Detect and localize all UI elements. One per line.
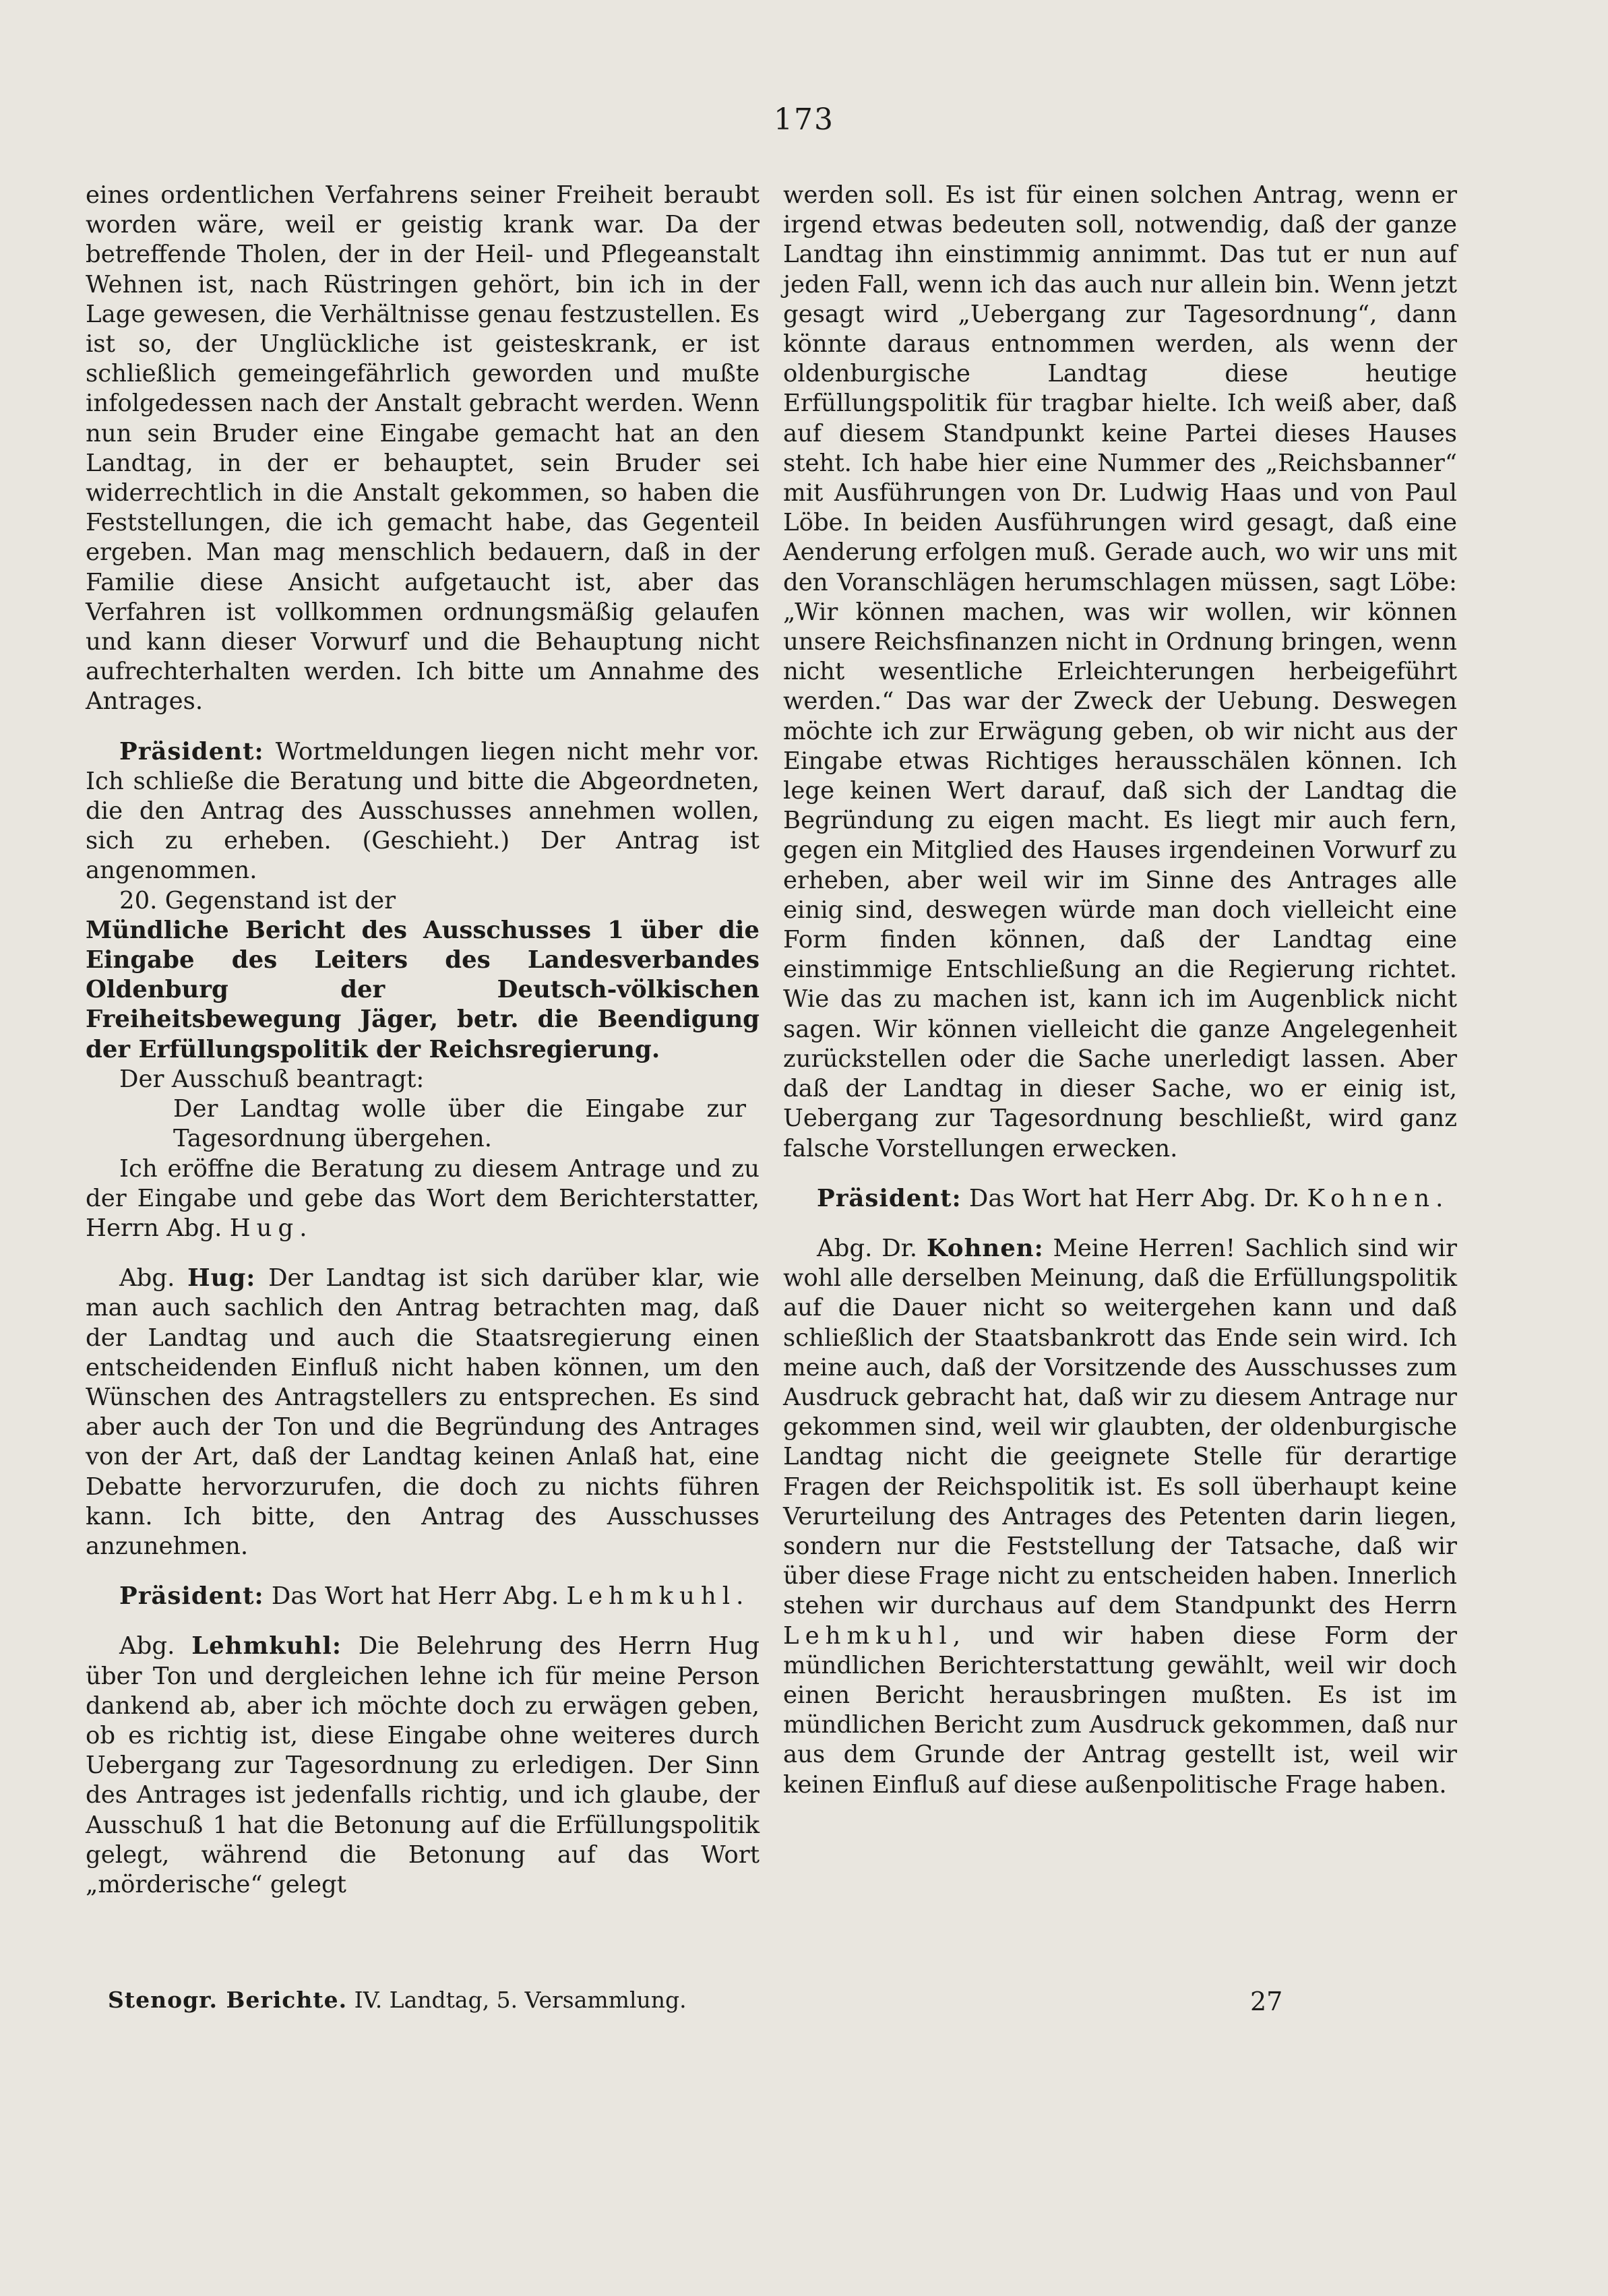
punctuation: . (736, 1582, 744, 1611)
footer-source (108, 1987, 687, 2013)
footer-label: IV. Landtag, 5. Versammlung. (347, 1987, 687, 2013)
speaker-label: Hug: (187, 1264, 256, 1293)
speech-text: Das Wort hat Herr Abg. (264, 1582, 567, 1611)
paragraph: Der Ausschuß beantragt: (119, 1065, 425, 1093)
punctuation: . (1435, 1184, 1444, 1212)
speaker-prefix: Abg. (119, 1264, 188, 1293)
paragraph (86, 1582, 760, 1611)
paragraph (86, 1154, 760, 1244)
punctuation: . (299, 1214, 307, 1242)
paragraph: 20. Gegenstand ist der (119, 886, 396, 914)
paragraph: werden soll. Es ist für einen solchen Antrag, wenn er irgend etwas bedeuten soll, notwendig, daß der ganze Landtag ihn einstimmig annimmt. Das tut er nun auf jeden Fall, wenn ich das auch nur allein bin. Wenn jetzt gesagt wird „Uebergang zur Tagesordnung“, dann könnte daraus entnommen werden, als wenn der oldenburgische Landtag diese heutige Erfüllungspolitik für tragbar hielte. Ich weiß aber, daß auf diesem Standpunkt keine Partei dieses Hauses steht. Ich habe hier eine Nummer des „Reichsbanner“ mit Ausführungen von Dr. Ludwig Haas und von Paul Löbe. In beiden Ausführungen wird gesagt, daß eine Aenderung erfolgen muß. Gerade auch, wo wir uns mit den Voranschlägen herumschlagen müssen, sagt Löbe: „Wir können machen, was wir wollen, wir können unsere Reichsfinanzen nicht in Ordnung bringen, wenn nicht wesentliche Erleichterungen herbeigeführt werden.“ Das war der Zweck der Uebung. Deswegen möchte ich zur Erwägung geben, ob wir nicht aus der Eingabe etwas Richtiges herausschälen können. Ich lege keinen Wert darauf, daß sich der Landtag die Begründung zu eigen macht. Es liegt mir auch fern, gegen ein Mitglied des Hauses irgendeinen Vorwurf zu erheben, aber weil wir im Sinne des Antrages alle einig sind, deswegen würde man doch vielleicht eine Form finden können, daß der Landtag eine einstimmige Entschließung an die Regierung richtet. Wie das zu machen ist, kann ich im Augenblick nicht sagen. Wir können vielleicht die ganze Angelegenheit zurückstellen oder die Sache unerledigt lassen. Aber daß der Landtag in dieser Sache, wo er einig ist, Uebergang zur Tagesordnung beschließt, wird ganz falsche Vorstellungen erwecken. (783, 181, 1457, 1162)
speech-text: Der Landtag ist sich darüber klar, wie man auch sachlich den Antrag betrachten mag, daß der Landtag und auch die Staatsregierung einen entscheidenden Einfluß nicht haben können, um den Wünschen des Antragstellers zu entsprechen. Es sind aber auch der Ton und die Begründung des Antrages von der Art, daß der Landtag keinen Anlaß hat, eine Debatte hervorzurufen, die doch zu nichts führen kann. Ich bitte, den Antrag des Ausschusses anzunehmen. (86, 1264, 760, 1560)
signature-mark: 27 (1250, 1987, 1283, 2016)
motion-quote: Der Landtag wolle über die Eingabe zur Tagesordnung übergehen. (173, 1095, 746, 1153)
speaker-prefix: Abg. Dr. (817, 1234, 927, 1262)
paragraph (783, 1234, 1457, 1800)
speaker-label: Lehmkuhl: (191, 1632, 342, 1661)
speaker-label: Kohnen: (926, 1234, 1044, 1262)
paragraph (86, 1632, 760, 1900)
speech-text: Ich eröffne die Beratung zu diesem Antrage und zu der Eingabe und gebe das Wort dem Berichterstatter, Herrn Abg. (86, 1154, 760, 1242)
speaker-label: Präsident: (119, 737, 264, 766)
speaker-name: Kohnen (1307, 1184, 1436, 1212)
speaker-label: Präsident: (119, 1582, 264, 1611)
speaker-name: Lehmkuhl (783, 1621, 953, 1650)
paragraph (86, 737, 760, 886)
paragraph (783, 1184, 1457, 1214)
speaker-name: Hug (229, 1214, 300, 1242)
agenda-heading: Mündliche Bericht des Ausschusses 1 über die Eingabe des Leiters des Landesverbandes Oldenburg der Deutsch-völkischen Freiheitsbewegung Jäger, betr. die Beendigung der Erfüllungspolitik der Reichsregierung. (86, 916, 760, 1063)
speech-text: Wortmeldungen liegen nicht mehr vor. Ich schließe die Beratung und bitte die Abgeordneten, die den Antrag des Ausschusses annehmen wollen, sich zu erheben. (Geschieht.) Der Antrag ist angenommen. (86, 737, 760, 885)
speech-text: Das Wort hat Herr Abg. Dr. (961, 1184, 1307, 1212)
speech-text: Die Belehrung des Herrn Hug über Ton und dergleichen lehne ich für meine Person dankend ab, aber ich möchte doch zu erwägen geben, ob es richtig ist, diese Eingabe ohne weiteres durch Uebergang zur Tagesordnung zu erledigen. Der Sinn des Antrages ist jedenfalls richtig, und ich glaube, der Ausschuß 1 hat die Betonung auf die Erfüllungspolitik gelegt, während die Betonung auf das Wort „mörderische“ gelegt (86, 1632, 760, 1898)
left-column (86, 181, 760, 1900)
right-column (783, 181, 1457, 1800)
page-number: 173 (774, 102, 834, 137)
speaker-name: Lehmkuhl (566, 1582, 737, 1611)
speaker-prefix: Abg. (119, 1632, 192, 1661)
speaker-label: Präsident: (817, 1184, 962, 1212)
paragraph: eines ordentlichen Verfahrens seiner Freiheit beraubt worden wäre, weil er geistig krank war. Da der betreffende Tholen, der in der Heil- und Pflegeanstalt Wehnen ist, nach Rüstringen gehört, bin ich in der Lage gewesen, die Verhältnisse genau festzustellen. Es ist so, der Unglückliche ist geisteskrank, er ist schließlich gemeingefährlich geworden und mußte infolgedessen nach der Anstalt gebracht werden. Wenn nun sein Bruder eine Eingabe gemacht hat an den Landtag, in der er behauptet, sein Bruder sei widerrechtlich in die Anstalt gekommen, so haben die Feststellungen, die ich gemacht habe, das Gegenteil ergeben. Man mag menschlich bedauern, daß in der Familie diese Ansicht aufgetaucht ist, aber das Verfahren ist vollkommen ordnungsmäßig gelaufen und kann dieser Vorwurf und die Behauptung nicht aufrechterhalten werden. Ich bitte um Annahme des Antrages. (86, 181, 760, 716)
speech-text: , und wir haben diese Form der mündlichen Berichterstattung gewählt, weil wir doch einen Bericht herausbringen mußten. Es ist im mündlichen Bericht zum Ausdruck gekommen, daß nur aus dem Grunde der Antrag gestellt ist, weil wir keinen Einfluß auf diese außenpolitische Frage haben. (783, 1621, 1457, 1799)
speech-text: Meine Herren! Sachlich sind wir wohl alle derselben Meinung, daß die Erfüllungspolitik auf die Dauer nicht so weitergehen kann und daß schließlich der Staatsbankrott das Ende sein wird. Ich meine auch, daß der Vorsitzende des Ausschusses zum Ausdruck gebracht hat, daß wir zu diesem Antrage nur gekommen sind, weil wir glaubten, der oldenburgische Landtag nicht die geeignete Stelle für derartige Fragen der Reichspolitik ist. Es soll überhaupt keine Verurteilung des Antrages des Petenten darin liegen, sondern nur die Feststellung der Tatsache, daß wir über diese Frage nicht zu entscheiden haben. Innerlich stehen wir durchaus auf dem Standpunkt des Herrn (783, 1234, 1457, 1620)
footer-label-bold: Stenogr. Berichte. (108, 1987, 348, 2013)
paragraph (86, 1264, 760, 1561)
